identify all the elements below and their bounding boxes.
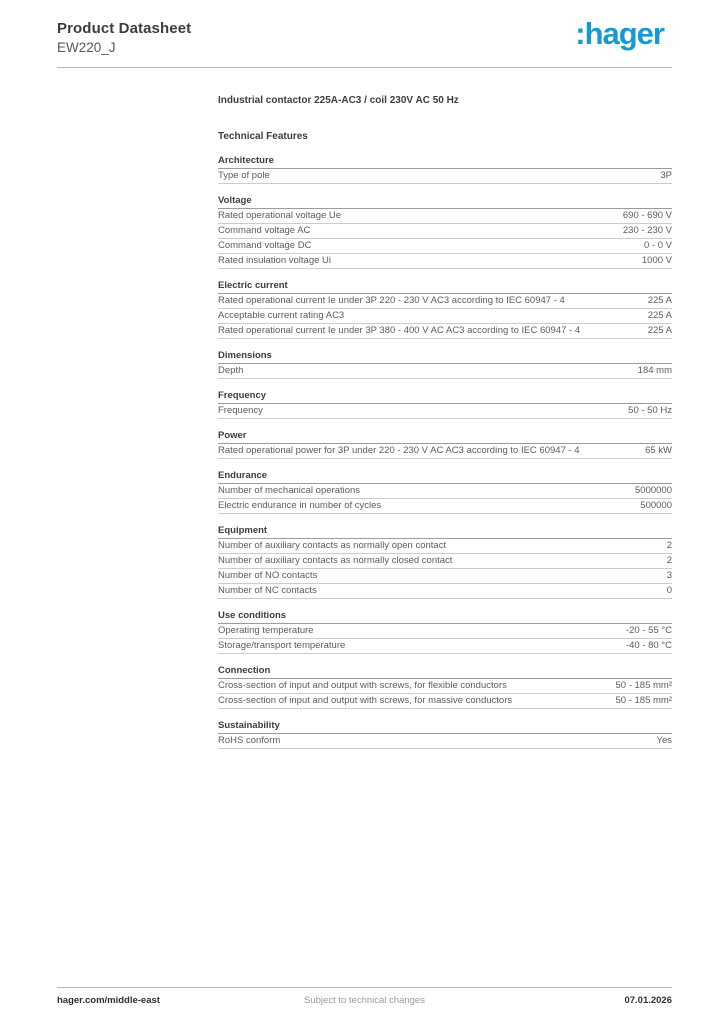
- spec-value: 225 A: [647, 325, 672, 336]
- spec-section: [218, 281, 672, 339]
- spec-row: [218, 624, 672, 639]
- spec-value: 0: [666, 585, 672, 596]
- spec-section: [218, 156, 672, 184]
- spec-label: RoHS conform: [218, 735, 281, 746]
- spec-row: [218, 404, 672, 419]
- spec-value: 65 kW: [645, 445, 672, 456]
- spec-row: [218, 364, 672, 379]
- spec-label: Number of NC contacts: [218, 585, 317, 596]
- spec-value: 184 mm: [637, 365, 672, 376]
- spec-label: Rated operational current Ie under 3P 380 - 400 V AC AC3 according to IEC 60947 - 4: [218, 325, 581, 336]
- spec-label: Storage/transport temperature: [218, 640, 346, 651]
- spec-row: [218, 169, 672, 184]
- spec-label: Acceptable current rating AC3: [218, 310, 345, 321]
- content-area: [218, 95, 672, 749]
- spec-value: -40 - 80 °C: [625, 640, 672, 651]
- spec-label: Number of mechanical operations: [218, 485, 361, 496]
- spec-value: 5000000: [635, 485, 672, 496]
- spec-label: Command voltage AC: [218, 225, 311, 236]
- header-divider: [57, 67, 672, 68]
- product-title: Industrial contactor 225A-AC3 / coil 230V AC 50 Hz: [218, 95, 459, 106]
- spec-label: Number of NO contacts: [218, 570, 318, 581]
- spec-value: 225 A: [647, 295, 672, 306]
- spec-value: -20 - 55 °C: [625, 625, 672, 636]
- spec-row: [218, 484, 672, 499]
- spec-row: [218, 294, 672, 309]
- spec-label: Rated operational power for 3P under 220 - 230 V AC AC3 according to IEC 60947 - 4: [218, 445, 580, 456]
- spec-row: [218, 239, 672, 254]
- section-title: Sustainability: [218, 721, 672, 734]
- spec-row: [218, 554, 672, 569]
- spec-label: Number of auxiliary contacts as normally open contact: [218, 540, 447, 551]
- spec-label: Number of auxiliary contacts as normally closed contact: [218, 555, 453, 566]
- spec-row: [218, 639, 672, 654]
- product-reference: EW220_J: [57, 40, 116, 55]
- spec-section: [218, 721, 672, 749]
- spec-value: 50 - 50 Hz: [628, 405, 672, 416]
- spec-row: [218, 224, 672, 239]
- spec-row: [218, 679, 672, 694]
- spec-label: Rated operational current Ie under 3P 220 - 230 V AC3 according to IEC 60947 - 4: [218, 295, 565, 306]
- section-title: Connection: [218, 666, 672, 679]
- spec-value: 230 - 230 V: [622, 225, 672, 236]
- footer-disclaimer: Subject to technical changes: [304, 995, 425, 1006]
- section-title: Power: [218, 431, 672, 444]
- spec-row: [218, 584, 672, 599]
- spec-row: [218, 324, 672, 339]
- spec-row: [218, 209, 672, 224]
- spec-section: [218, 666, 672, 709]
- spec-section: [218, 196, 672, 269]
- section-title: Electric current: [218, 281, 672, 294]
- spec-label: Cross-section of input and output with screws, for flexible conductors: [218, 680, 507, 691]
- section-title: Dimensions: [218, 351, 672, 364]
- spec-value: 0 - 0 V: [644, 240, 672, 251]
- spec-section: [218, 351, 672, 379]
- page-footer: [57, 987, 672, 1006]
- spec-value: 2: [666, 555, 672, 566]
- spec-label: Frequency: [218, 405, 263, 416]
- spec-row: [218, 694, 672, 709]
- spec-row: [218, 254, 672, 269]
- spec-label: Cross-section of input and output with screws, for massive conductors: [218, 695, 513, 706]
- spec-section: [218, 431, 672, 459]
- section-title: Frequency: [218, 391, 672, 404]
- spec-value: 2: [666, 540, 672, 551]
- spec-label: Depth: [218, 365, 244, 376]
- footer-date: 07.01.2026: [624, 995, 672, 1006]
- spec-section: [218, 611, 672, 654]
- spec-label: Rated insulation voltage Ui: [218, 255, 332, 266]
- footer-website: hager.com/middle-east: [57, 995, 160, 1006]
- page-header: [57, 16, 672, 55]
- spec-label: Rated operational voltage Ue: [218, 210, 342, 221]
- document-title: Product Datasheet: [57, 20, 192, 37]
- section-title: Architecture: [218, 156, 672, 169]
- spec-value: 225 A: [647, 310, 672, 321]
- spec-label: Type of pole: [218, 170, 270, 181]
- spec-value: 50 - 185 mm²: [615, 680, 672, 691]
- spec-value: 500000: [640, 500, 672, 511]
- spec-value: 1000 V: [641, 255, 672, 266]
- spec-row: [218, 309, 672, 324]
- spec-row: [218, 734, 672, 749]
- hager-logo: :hager: [575, 16, 664, 51]
- spec-label: Operating temperature: [218, 625, 314, 636]
- spec-row: [218, 499, 672, 514]
- spec-section: [218, 526, 672, 599]
- spec-label: Electric endurance in number of cycles: [218, 500, 382, 511]
- spec-value: 3: [666, 570, 672, 581]
- spec-label: Command voltage DC: [218, 240, 312, 251]
- spec-value: 50 - 185 mm²: [615, 695, 672, 706]
- spec-row: [218, 539, 672, 554]
- spec-value: Yes: [656, 735, 672, 746]
- spec-row: [218, 569, 672, 584]
- spec-section: [218, 471, 672, 514]
- section-title: Equipment: [218, 526, 672, 539]
- section-title: Voltage: [218, 196, 672, 209]
- spec-sections: [218, 156, 672, 749]
- spec-section: [218, 391, 672, 419]
- section-title: Endurance: [218, 471, 672, 484]
- spec-row: [218, 444, 672, 459]
- spec-value: 690 - 690 V: [622, 210, 672, 221]
- technical-features-heading: Technical Features: [218, 131, 308, 142]
- section-title: Use conditions: [218, 611, 672, 624]
- spec-value: 3P: [660, 170, 672, 181]
